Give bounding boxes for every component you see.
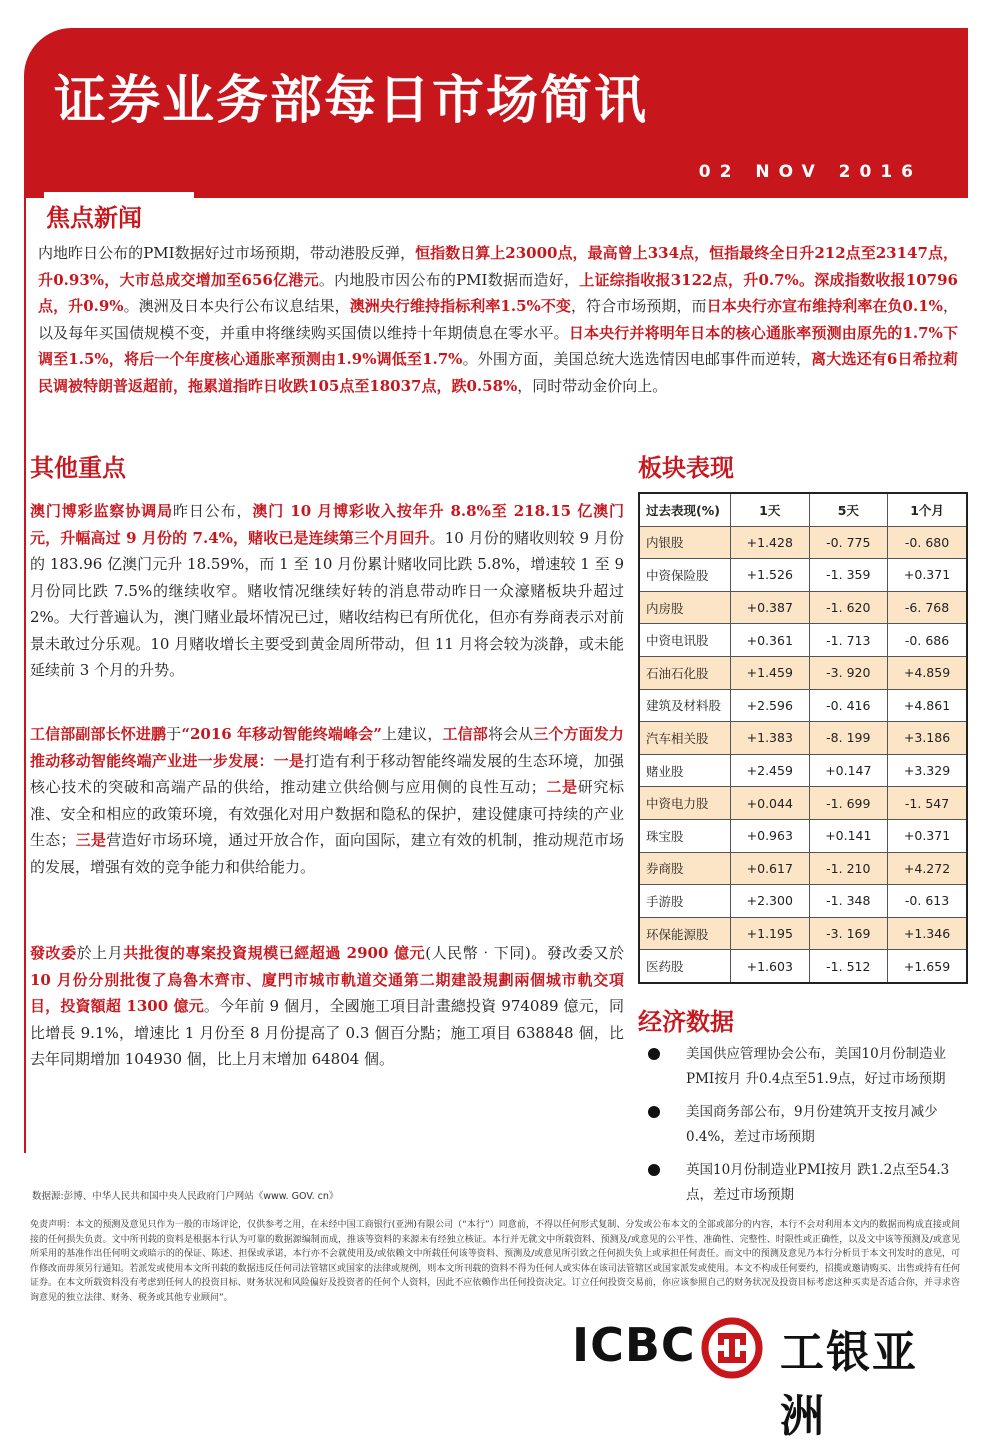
data-source-note: 数据源:彭博、中华人民共和国中央人民政府门户网站《www. GOV. cn》: [32, 1191, 339, 1202]
change-1d-cell: +1.603: [731, 950, 810, 983]
focus-news-paragraph: [38, 240, 958, 399]
table-row: [639, 526, 967, 559]
news-segment-highlight: 日本央行并将明年日本的核心通胀率预测由原先的1.7%下调至1.5%，将后一个年度核心通胀率预测由1.9%调低至1.7%: [38, 323, 958, 368]
table-row: [639, 950, 967, 983]
change-5d-cell: -1. 210: [809, 852, 888, 885]
change-1d-cell: +0.361: [731, 624, 810, 657]
icbc-emblem-icon: [700, 1316, 764, 1380]
highlight-segment-highlight: 澳门博彩监察协调局: [30, 502, 173, 520]
sector-name-cell: 石油石化股: [639, 656, 731, 689]
sector-name-cell: 券商股: [639, 852, 731, 885]
change-1d-cell: +0.044: [731, 787, 810, 820]
highlight-segment-text: (人民幣‧下同)。發改委又於: [425, 944, 624, 962]
change-1d-cell: +1.428: [731, 526, 810, 559]
highlight-paragraph-miit: [30, 721, 624, 880]
news-segment-text: 内地昨日公布的PMI数据好过市场预期，带动港股反弹，: [38, 244, 416, 262]
sector-name-cell: 珠宝股: [639, 819, 731, 852]
change-1d-cell: +2.459: [731, 754, 810, 787]
highlight-segment-highlight: 工信部: [442, 725, 488, 743]
change-1m-cell: -0. 686: [888, 624, 967, 657]
change-1d-cell: +2.596: [731, 689, 810, 722]
table-row: [639, 656, 967, 689]
highlight-segment-highlight: 工信部副部长怀进鹏: [30, 725, 167, 743]
col-header-1d: 1天: [731, 493, 810, 526]
table-row: [639, 689, 967, 722]
left-rule-divider: [24, 198, 26, 1153]
table-row: [639, 787, 967, 820]
page-title: 证券业务部每日市场简讯: [54, 71, 649, 131]
sector-name-cell: 医药股: [639, 950, 731, 983]
change-1m-cell: -1. 547: [888, 787, 967, 820]
change-5d-cell: -1. 620: [809, 591, 888, 624]
news-segment-text: 。内地股市因公布的PMI数据而造好，: [318, 270, 580, 289]
sector-performance-heading: 板块表现: [638, 454, 734, 482]
change-1d-cell: +0.963: [731, 819, 810, 852]
brand-name-cn: 工银亚洲: [780, 1327, 918, 1442]
news-segment-highlight: 恒指数日算上23000点，最高曾上334点，恒指最终全日升212点至23147点，升0.93%，大市总成交增加至656亿港元: [38, 244, 958, 289]
highlight-paragraph-ndrc: [30, 940, 624, 1073]
news-segment-text: ，同时带动金价向上。: [517, 376, 668, 395]
change-1d-cell: +1.383: [731, 722, 810, 755]
highlight-segment-text: 打造有利于移动智能终端发展的生态环境，加强核心技术的突破和高端产品的供给，推动建立供给侧与应用侧的良性互动；: [30, 751, 624, 796]
change-1m-cell: +1.346: [888, 917, 967, 950]
change-1m-cell: +3.329: [888, 754, 967, 787]
highlight-segment-text: 营造好市场环境，通过开放合作，面向国际，建立有效的机制，推动规范市场的发展，增强有效的竞争能力和供给能力。: [30, 831, 624, 876]
sector-name-cell: 内银股: [639, 526, 731, 559]
table-row: [639, 819, 967, 852]
change-1m-cell: +0.371: [888, 559, 967, 592]
highlight-segment-text: 。今年前 9 個月，全國施工項目計畫總投資 974089 億元，同比增長 9.1%，增速比 1 月份至 8 月份提高了 0.3 個百分點；施工項目 638848 個，比去年同期增加 104930 個，比上月末增加 64804 個。: [30, 997, 624, 1068]
change-1m-cell: +4.859: [888, 656, 967, 689]
list-item: [640, 1100, 970, 1150]
sector-name-cell: 汽车相关股: [639, 722, 731, 755]
table-row: [639, 722, 967, 755]
change-1m-cell: -0. 613: [888, 885, 967, 918]
sector-name-cell: 中资电讯股: [639, 624, 731, 657]
change-5d-cell: -0. 775: [809, 526, 888, 559]
economic-data-item-text: 美国供应管理协会公布，美国10月份制造业PMI按月 升0.4点至51.9点，好过市场预期: [686, 1046, 947, 1087]
change-5d-cell: -8. 199: [809, 722, 888, 755]
highlight-segment-text: 。10 月份的赌收则较 9 月份的 183.96 亿澳门元升 18.59%，而 1 至 10 月份累计赌收同比跌 5.8%，增速较 1 至 9 月份同比跌 7.5%的继续收窄。赌收情况继续好转的消息带动昨日一众濠赌板块升超过 2%。大行普遍认为，澳门赌业最坏情况已过，赌收结构已有所优化，但亦有券商表示对前景未敢过分乐观。10 月赌收增长主要受到黄金周所带动，但 11 月将会较为淡静，或未能延续前 3 个月的升势。: [30, 528, 624, 679]
change-1m-cell: -0. 680: [888, 526, 967, 559]
table-row: [639, 624, 967, 657]
bullet-icon: [648, 1106, 660, 1118]
list-item: [640, 1158, 970, 1208]
sector-name-cell: 中资保险股: [639, 559, 731, 592]
focus-news-heading: 焦点新闻: [46, 204, 142, 232]
change-5d-cell: -1. 713: [809, 624, 888, 657]
sector-name-cell: 中资电力股: [639, 787, 731, 820]
change-1d-cell: +2.300: [731, 885, 810, 918]
sector-name-cell: 赌业股: [639, 754, 731, 787]
change-1m-cell: +1.659: [888, 950, 967, 983]
economic-data-item-text: 美国商务部公布，9月份建筑开支按月减少0.4%，差过市场预期: [686, 1104, 938, 1145]
change-5d-cell: -1. 699: [809, 787, 888, 820]
change-5d-cell: -3. 169: [809, 917, 888, 950]
news-segment-text: 。澳洲及日本央行公布议息结果，: [123, 297, 350, 315]
table-row: [639, 559, 967, 592]
highlight-segment-text: 将会从: [487, 725, 534, 743]
table-row: [639, 591, 967, 624]
report-date: 02 NOV 2016: [698, 162, 922, 182]
change-5d-cell: -1. 348: [809, 885, 888, 918]
economic-data-list: [640, 1042, 970, 1216]
brand-name-en: ICBC: [572, 1318, 696, 1372]
news-segment-highlight: 日本央行亦宣布维持利率在负0.1%: [706, 297, 943, 315]
header-banner: [24, 28, 968, 198]
change-5d-cell: -3. 920: [809, 656, 888, 689]
highlight-segment-text: 研究标准、安全和相应的政策环境，有效强化对用户数据和隐私的保护，建设健康可持续的产业生态；: [30, 778, 624, 849]
highlight-segment-highlight: 共批復的專案投資規模已經超過 2900 億元: [123, 944, 426, 962]
news-segment-highlight: 上证综指收报3122点，升0.7%。深成指数收报10796点，升0.9%: [38, 270, 958, 315]
table-header-row: [639, 493, 967, 526]
change-1d-cell: +0.387: [731, 591, 810, 624]
news-segment-text: ，以及每年买国债规模不变，并重申将继续购买国债以维持十年期债息在零水平。: [38, 297, 958, 342]
change-1m-cell: +4.861: [888, 689, 967, 722]
highlight-segment-highlight: 發改委: [30, 944, 77, 962]
change-1d-cell: +1.459: [731, 656, 810, 689]
highlight-segment-text: 于: [166, 725, 182, 743]
news-segment-highlight: 离大选还有6日希拉莉民调被特朗普返超前，拖累道指昨日收跌105点至18037点，跌0.58%: [38, 350, 958, 395]
sector-name-cell: 手游股: [639, 885, 731, 918]
change-1d-cell: +1.195: [731, 917, 810, 950]
disclaimer-text: 免责声明：本文的预测及意见只作为一般的市场评论，仅供参考之用，在未经中国工商银行(亚洲)有限公司（“本行”）同意前，不得以任何形式复制、分发或公布本文的全部或部分的内容，本行不会对利用本文内的数据而构成直接或间接的任何损失负责。文中所刊载的资料是根据本行认为可靠的数据源编制而成，推该等资料的来源未有经独立核证。本行并无就文中所载资料、预测及/或意见的公平性、准确性、完整性、时限性或正确性，以及文中该等预测及/或意见所采用的基准作出任何明文或暗示的的保证、陈述、担保或承诺，本行亦不会就使用及/或依赖文中所载任何该等资料、预测及/或意见所引致之任何损失负上或承担任何责任。而文中的预测及意见乃本行分析员于本文刊发时的意见，可作修改而毋须另行通知。若派发或使用本文所刊载的数据违反任何司法管辖区或国家的法律或规例，则本文所刊载的资料不得为任何人或实体在该司法管辖区或国家派发或使用。本文不构成任何要约，招揽或邀请购买、出售或持有任何证券。在本文所载资料没有考虑到任何人的投资目标、财务状况和风险偏好及投资者的任何个人资料，因此不应依赖作出任何投资决定。订立任何投资交易前，你应该参照自己的财务状况及投资目标考虑这种买卖是否适合你，并寻求咨询意见的独立法律、财务、税务或其他专业顾问”。: [30, 1220, 960, 1303]
change-5d-cell: -1. 359: [809, 559, 888, 592]
icbc-logo: [572, 1312, 962, 1442]
change-1m-cell: +4.272: [888, 852, 967, 885]
other-highlights-heading: 其他重点: [30, 454, 126, 482]
highlight-segment-highlight: “2016 年移动智能终端峰会”: [181, 725, 382, 743]
table-row: [639, 754, 967, 787]
highlight-segment-text: 上建议，: [381, 725, 443, 743]
news-segment-text: 。外围方面，美国总统大选选情因电邮事件而逆转，: [462, 350, 812, 368]
bullet-icon: [648, 1048, 660, 1060]
change-5d-cell: +0.147: [809, 754, 888, 787]
col-header-period: 过去表现(%): [639, 493, 731, 526]
highlight-segment-highlight: 澳门 10 月博彩收入按年升 8.8%至 218.15 亿澳门元，升幅高过 9 月份的 7.4%，赌收已是连续第三个月回升: [30, 502, 624, 547]
news-segment-text: ，符合市场预期，而: [570, 297, 707, 315]
highlight-segment-text: 於上月: [76, 944, 124, 962]
table-row: [639, 852, 967, 885]
highlight-segment-highlight: 二是: [545, 778, 578, 796]
list-item: [640, 1042, 970, 1092]
highlight-paragraph-macau: [30, 498, 624, 684]
sector-name-cell: 建筑及材料股: [639, 689, 731, 722]
table-row: [639, 885, 967, 918]
highlight-segment-highlight: 三个方面发力推动移动智能终端产业进一步发展：一是: [30, 725, 624, 770]
change-1d-cell: +0.617: [731, 852, 810, 885]
economic-data-heading: 经济数据: [638, 1008, 734, 1036]
sector-name-cell: 内房股: [639, 591, 731, 624]
change-1m-cell: +0.371: [888, 819, 967, 852]
change-1m-cell: -6. 768: [888, 591, 967, 624]
change-1d-cell: +1.526: [731, 559, 810, 592]
news-segment-highlight: 澳洲央行维持指标利率1.5%不变: [349, 297, 571, 315]
bullet-icon: [648, 1164, 660, 1176]
economic-data-item-text: 英国10月份制造业PMI按月 跌1.2点至54.3点，差过市场预期: [686, 1162, 950, 1203]
highlight-segment-highlight: 10 月份分別批復了烏魯木齊市、廈門市城市軌道交通第二期建設規劃兩個城市軌交項目，投資額超 1300 億元: [30, 970, 624, 1015]
change-1m-cell: +3.186: [888, 722, 967, 755]
col-header-1m: 1个月: [888, 493, 967, 526]
change-5d-cell: -1. 512: [809, 950, 888, 983]
highlight-segment-text: 昨日公布，: [172, 502, 253, 520]
col-header-5d: 5天: [809, 493, 888, 526]
change-5d-cell: +0.141: [809, 819, 888, 852]
highlight-segment-highlight: 三是: [75, 831, 107, 849]
table-row: [639, 917, 967, 950]
sector-performance-table: [638, 492, 968, 984]
change-5d-cell: -0. 416: [809, 689, 888, 722]
sector-name-cell: 环保能源股: [639, 917, 731, 950]
